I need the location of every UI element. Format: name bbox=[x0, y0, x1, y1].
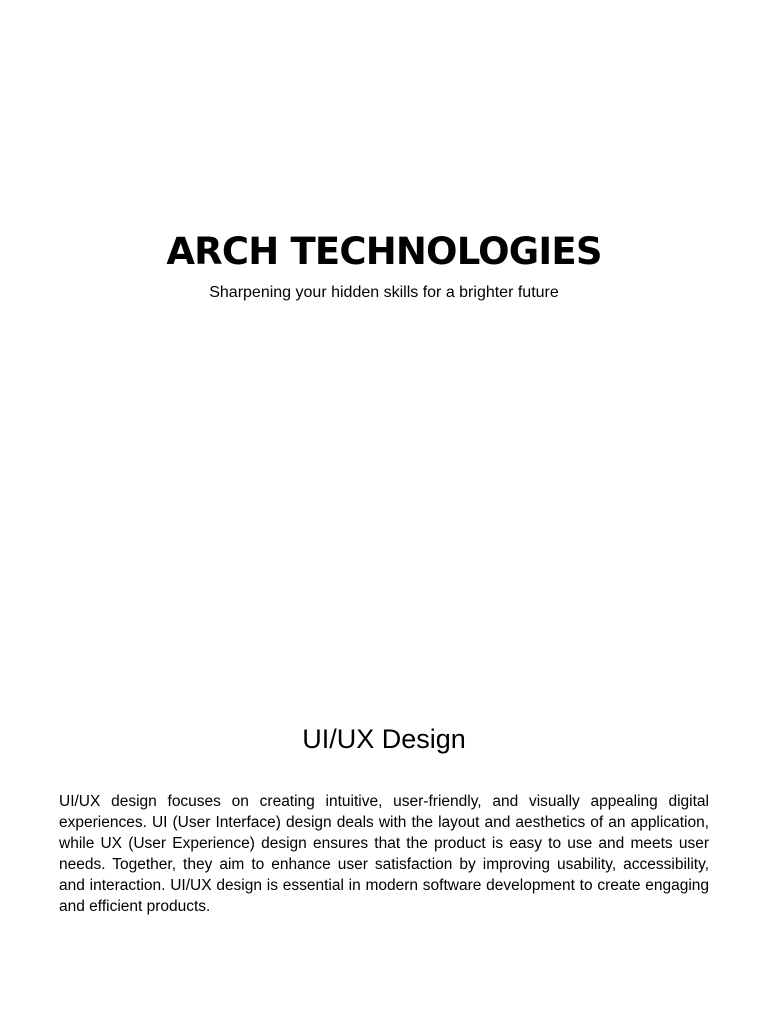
section-body-paragraph: UI/UX design focuses on creating intuitive, user-friendly, and visually appealing digital experiences. UI (User Interface) design deals with the layout and aesthetics of an application, while UX (User Experience) design ensures that the product is easy to use and meets user needs. Together, they aim to enhance user satisfaction by improving usability, accessibility, and interaction. UI/UX design is essential in modern software development to create engaging and efficient products. bbox=[59, 793, 709, 915]
section-heading: UI/UX Design bbox=[302, 724, 466, 754]
company-title: ARCH TECHNOLOGIES bbox=[166, 230, 602, 273]
company-tagline: Sharpening your hidden skills for a brighter future bbox=[209, 284, 559, 301]
